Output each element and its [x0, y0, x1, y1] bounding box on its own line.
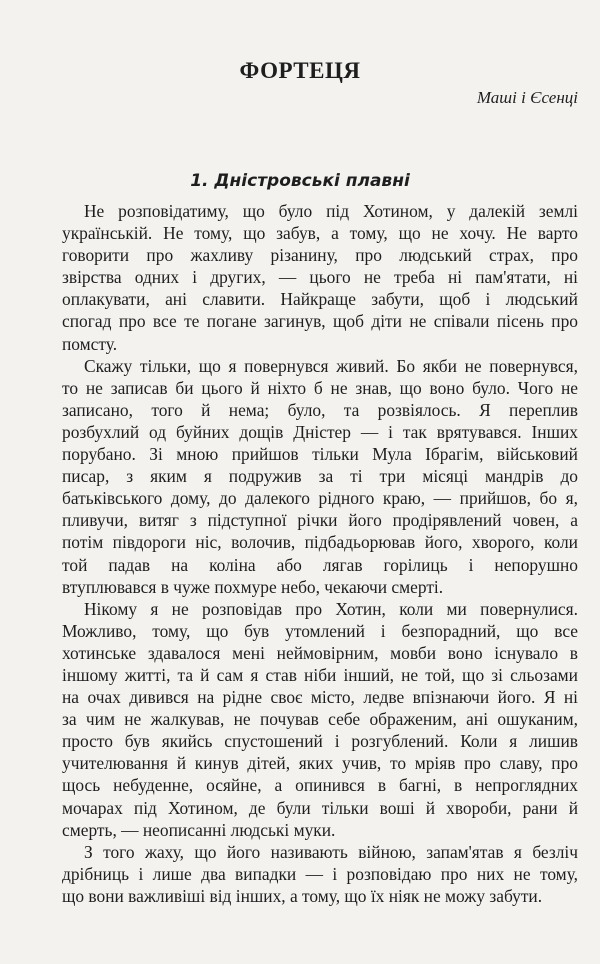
text-line: іншому житті, та й сам я став ніби інший, не той, що зі сльозами [62, 664, 578, 685]
text-line: Не розповідатиму, що було під Хотином, у далекій землі [84, 201, 578, 221]
text-line: батьківського дому, до далекого рідного краю, — прийшов, бо я, [62, 488, 578, 509]
text-line: що вони важливіші від інших, а тому, що їх ніяк не можу забути. [62, 885, 543, 906]
text-line: порубано. Зі мною прийшов тільки Мула Ібрагім, військовий [62, 444, 578, 465]
text-line: записано, того й нема; було, та розвіялось. Я переплив [62, 399, 578, 420]
text-line: то не записав би цього й ніхто б не знав, що воно було. Чого не [62, 377, 578, 398]
text-line: дрібниць і лише два випадки — і розповідаю про них не тому, [62, 863, 578, 884]
text-line: помсту. [62, 333, 118, 354]
text-line: З того жаху, що його називають війною, запам'ятав я безліч [84, 841, 578, 862]
text-line: учителювання й кинув дітей, яких учив, то мріяв про славу, про [62, 753, 578, 774]
text-line: українській. Не тому, що забув, а тому, що не хочу. Не варто [62, 223, 578, 244]
text-line: розбухлий од буйних дощів Дністер — і так врятувався. Інших [62, 421, 578, 442]
text-line: за чим не жалкував, не почував себе ображеним, ані ошуканим, [62, 709, 578, 730]
text-line: писар, з яким я подружив за ті три місяці мандрів до [62, 466, 578, 487]
text-line: говорити про жахливу різанину, про людський страх, про [62, 245, 578, 266]
text-line: Скажу тільки, що я повернувся живий. Бо якби не повернувся, [84, 355, 578, 376]
text-line: на очах дивився на рідне своє місто, ледве впізнаючи його. Я ні [62, 687, 578, 708]
text-line: просто був якийсь спустошений і розгублений. Коли я лишив [62, 731, 578, 752]
text-line: мочарах під Хотином, де були тільки воші й хвороби, рани й [62, 797, 578, 818]
page-title: ФОРТЕЦЯ [239, 58, 361, 83]
dedication: Маші і Єсенці [476, 88, 578, 107]
text-line: втуплювався в чуже похмуре небо, чекаючи смерті. [62, 576, 444, 597]
text-line: пливучи, витяг з підступної річки його продірявлений човен, а [62, 510, 578, 531]
section-heading: 1. Дністровські плавні [190, 171, 410, 191]
text-line: щось небуденне, осяйне, а опинився в багні, в непроглядних [62, 775, 578, 796]
text-line: звірства одних і других, — цього не треба ні пам'ятати, ні [62, 267, 578, 288]
text-line: Можливо, тому, що був утомлений і безпорадний, що все [62, 620, 578, 641]
text-line: оплакувати, ані славити. Найкраще забути, щоб і людський [62, 289, 578, 310]
text-line: спогад про все те погане загинув, щоб діти не співали пісень про [62, 311, 578, 332]
body-text [62, 200, 578, 907]
text-line: потім півдороги ніс, волочив, підбадьорював його, хворого, коли [62, 532, 578, 553]
text-line: хотинське здавалося мені неймовірним, мовби воно існувало в [62, 642, 578, 663]
text-line: той падав на коліна або лягав горілиць і непорушно [62, 554, 578, 575]
text-line: Нікому я не розповідав про Хотин, коли ми повернулися. [84, 598, 578, 619]
text-line: смерть, — неописанні людські муки. [62, 819, 336, 840]
